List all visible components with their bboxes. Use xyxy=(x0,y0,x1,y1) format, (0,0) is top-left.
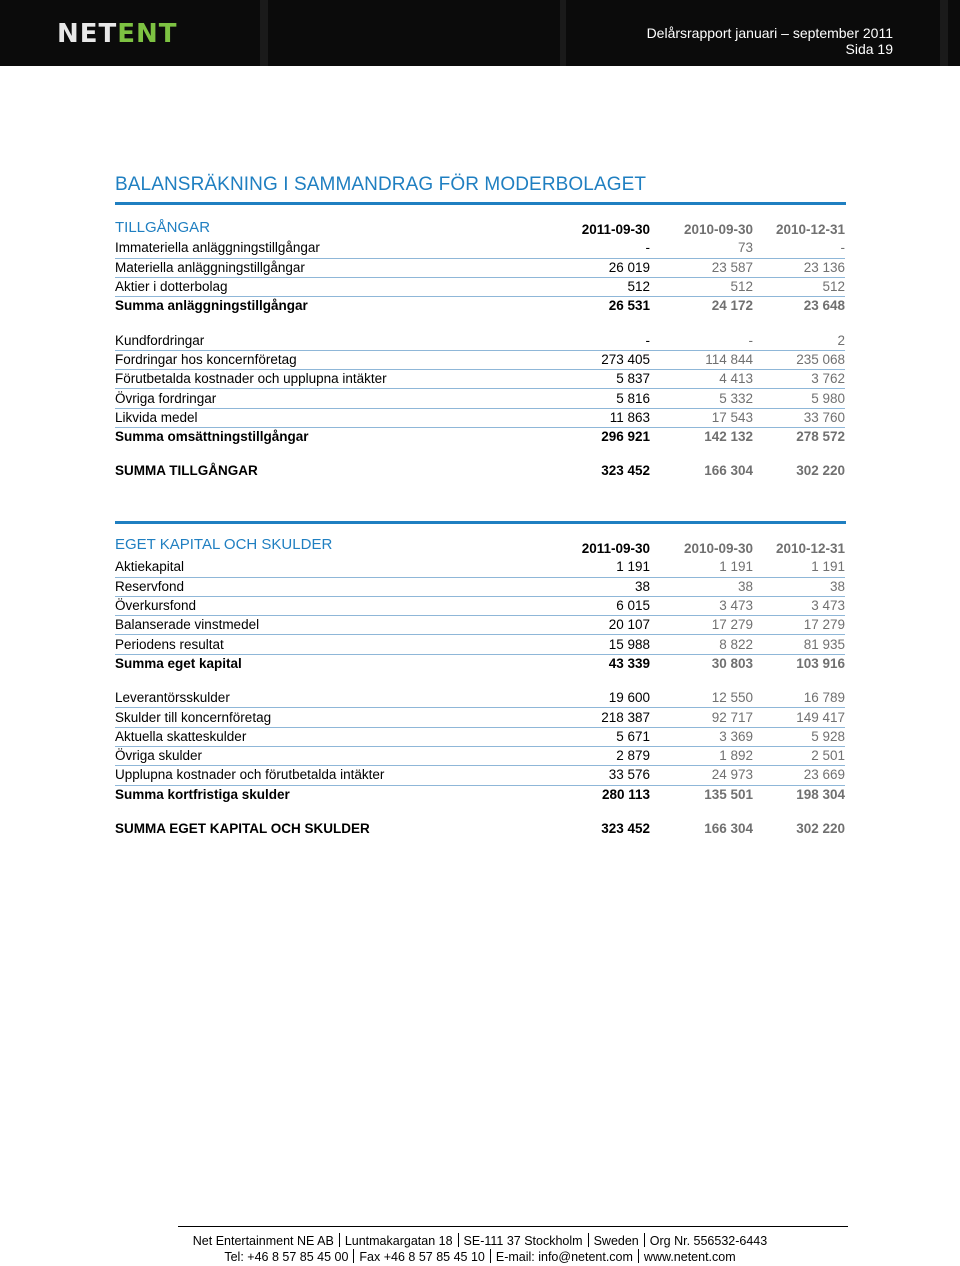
page-title: BALANSRÄKNING I SAMMANDRAG FÖR MODERBOLAGET xyxy=(115,174,647,195)
value-2010-09-30: 30 803 xyxy=(711,655,753,671)
logo-ent: ENT xyxy=(117,19,178,49)
row-label: Balanserade vinstmedel xyxy=(115,616,530,635)
row-label: Periodens resultat xyxy=(115,635,530,654)
logo-net: NET xyxy=(57,19,118,49)
assets-heading: TILLGÅNGAR xyxy=(115,219,211,236)
row-label: Fordringar hos koncernföretag xyxy=(115,350,530,369)
liabilities-header-row xyxy=(115,540,845,558)
value-2010-09-30: 8 822 xyxy=(650,635,753,654)
value-2011-09-30: 512 xyxy=(530,277,650,296)
value-2011-09-30: 273 405 xyxy=(530,350,650,369)
value-2010-09-30: 3 369 xyxy=(650,727,753,746)
value-2010-12-31: 149 417 xyxy=(753,708,845,727)
value-2010-12-31: 5 980 xyxy=(753,389,845,408)
value-2010-09-30: 24 973 xyxy=(650,766,753,785)
footer-item: Org Nr. 556532-6443 xyxy=(649,1234,768,1248)
value-2011-09-30: 296 921 xyxy=(601,429,650,445)
table-row xyxy=(115,427,845,446)
netent-logo xyxy=(57,16,178,52)
row-label: Upplupna kostnader och förutbetalda intäkter xyxy=(115,766,530,785)
value-2010-12-31: 3 762 xyxy=(753,370,845,389)
value-2010-12-31: 23 669 xyxy=(753,766,845,785)
row-label: Övriga fordringar xyxy=(115,389,530,408)
table-row xyxy=(115,596,845,615)
value-2011-09-30: 20 107 xyxy=(530,616,650,635)
value-2010-12-31: 23 648 xyxy=(803,298,845,314)
table-row xyxy=(115,820,845,838)
value-2010-09-30: 23 587 xyxy=(650,258,753,277)
value-2011-09-30: 323 452 xyxy=(601,463,650,479)
value-2010-12-31: 3 473 xyxy=(753,596,845,615)
col-2011-09-30: 2011-09-30 xyxy=(581,222,650,238)
table-row xyxy=(115,635,845,654)
assets-table xyxy=(115,221,845,481)
liabilities-rule xyxy=(115,521,846,524)
title-rule xyxy=(115,202,846,205)
table-row xyxy=(115,331,845,350)
footer-separator xyxy=(339,1233,340,1247)
value-2010-09-30: 24 172 xyxy=(711,298,753,314)
value-2011-09-30: - xyxy=(530,331,650,350)
col-2011-09-30: 2011-09-30 xyxy=(581,541,650,557)
row-label: SUMMA EGET KAPITAL OCH SKULDER xyxy=(115,821,370,836)
value-2010-12-31: 278 572 xyxy=(796,429,845,445)
value-2011-09-30: 5 671 xyxy=(530,727,650,746)
value-2010-12-31: 2 xyxy=(753,331,845,350)
value-2010-09-30: 142 132 xyxy=(704,429,753,445)
value-2010-12-31: 5 928 xyxy=(753,727,845,746)
row-label: Skulder till koncernföretag xyxy=(115,708,530,727)
liabilities-table xyxy=(115,540,845,838)
row-label: Förutbetalda kostnader och upplupna intäkter xyxy=(115,370,530,389)
value-2010-12-31: 103 916 xyxy=(796,655,845,671)
value-2010-12-31: - xyxy=(753,239,845,258)
table-row xyxy=(115,746,845,765)
col-2010-09-30: 2010-09-30 xyxy=(683,222,753,238)
value-2011-09-30: 26 531 xyxy=(608,298,650,314)
table-row xyxy=(115,462,845,480)
value-2010-12-31: 33 760 xyxy=(753,408,845,427)
page-header xyxy=(0,0,960,66)
footer-item: Luntmakargatan 18 xyxy=(344,1234,453,1248)
value-2010-09-30: - xyxy=(650,331,753,350)
table-row xyxy=(115,727,845,746)
value-2010-12-31: 302 220 xyxy=(796,821,845,836)
value-2010-12-31: 23 136 xyxy=(753,258,845,277)
value-2011-09-30: 15 988 xyxy=(530,635,650,654)
row-label: Summa kortfristiga skulder xyxy=(115,786,290,802)
value-2010-09-30: 166 304 xyxy=(704,821,753,836)
row-label: Likvida medel xyxy=(115,408,530,427)
table-row xyxy=(115,297,845,316)
value-2011-09-30: 5 816 xyxy=(530,389,650,408)
footer-item: www.netent.com xyxy=(643,1250,736,1264)
footer-separator xyxy=(638,1249,639,1263)
table-row xyxy=(115,654,845,673)
footer-item: Sweden xyxy=(593,1234,639,1248)
value-2010-09-30: 1 191 xyxy=(650,558,753,577)
row-label: SUMMA TILLGÅNGAR xyxy=(115,463,258,479)
value-2010-12-31: 16 789 xyxy=(753,689,845,708)
value-2010-09-30: 92 717 xyxy=(650,708,753,727)
value-2010-09-30: 135 501 xyxy=(704,786,753,802)
value-2010-12-31: 198 304 xyxy=(796,786,845,802)
table-row xyxy=(115,389,845,408)
value-2010-09-30: 5 332 xyxy=(650,389,753,408)
spacer-row xyxy=(115,804,845,820)
table-row xyxy=(115,350,845,369)
footer-separator xyxy=(588,1233,589,1247)
value-2011-09-30: 218 387 xyxy=(530,708,650,727)
spacer-row xyxy=(115,315,845,331)
footer-item: Net Entertainment NE AB xyxy=(192,1234,334,1248)
value-2011-09-30: 26 019 xyxy=(530,258,650,277)
table-row xyxy=(115,408,845,427)
value-2011-09-30: 280 113 xyxy=(601,786,650,802)
table-row xyxy=(115,616,845,635)
value-2010-09-30: 12 550 xyxy=(650,689,753,708)
table-row xyxy=(115,239,845,258)
table-row xyxy=(115,558,845,577)
row-label: Leverantörsskulder xyxy=(115,689,530,708)
value-2010-12-31: 38 xyxy=(753,577,845,596)
row-label: Övriga skulder xyxy=(115,746,530,765)
value-2010-09-30: 512 xyxy=(650,277,753,296)
value-2010-09-30: 3 473 xyxy=(650,596,753,615)
footer-rule xyxy=(178,1226,848,1227)
row-label: Summa eget kapital xyxy=(115,655,242,671)
liabilities-heading: EGET KAPITAL OCH SKULDER xyxy=(115,536,333,553)
page-number: Sida 19 xyxy=(845,41,893,57)
value-2010-09-30: 38 xyxy=(650,577,753,596)
table-row xyxy=(115,277,845,296)
value-2010-12-31: 2 501 xyxy=(753,746,845,765)
value-2010-09-30: 4 413 xyxy=(650,370,753,389)
assets-header-row xyxy=(115,221,845,239)
col-2010-12-31: 2010-12-31 xyxy=(775,541,845,557)
value-2010-09-30: 17 543 xyxy=(650,408,753,427)
value-2011-09-30: 6 015 xyxy=(530,596,650,615)
value-2010-09-30: 17 279 xyxy=(650,616,753,635)
row-label: Överkursfond xyxy=(115,596,530,615)
table-row xyxy=(115,689,845,708)
footer-line-1 xyxy=(0,1233,960,1249)
footer-item: SE-111 37 Stockholm xyxy=(463,1234,583,1248)
row-label: Summa anläggningstillgångar xyxy=(115,298,308,314)
spacer-row xyxy=(115,673,845,689)
row-label: Materiella anläggningstillgångar xyxy=(115,258,530,277)
footer-separator xyxy=(490,1249,491,1263)
value-2011-09-30: 323 452 xyxy=(601,821,650,836)
spacer-row xyxy=(115,446,845,462)
col-2010-12-31: 2010-12-31 xyxy=(775,222,845,238)
footer-separator xyxy=(644,1233,645,1247)
value-2011-09-30: 11 863 xyxy=(530,408,650,427)
table-row xyxy=(115,766,845,785)
value-2010-09-30: 114 844 xyxy=(650,350,753,369)
value-2011-09-30: 1 191 xyxy=(530,558,650,577)
table-row xyxy=(115,258,845,277)
row-label: Kundfordringar xyxy=(115,331,530,350)
value-2011-09-30: 2 879 xyxy=(530,746,650,765)
value-2011-09-30: 19 600 xyxy=(530,689,650,708)
value-2011-09-30: 43 339 xyxy=(608,655,650,671)
value-2010-12-31: 17 279 xyxy=(753,616,845,635)
col-2010-09-30: 2010-09-30 xyxy=(683,541,753,557)
value-2010-09-30: 166 304 xyxy=(704,463,753,479)
row-label: Reservfond xyxy=(115,577,530,596)
table-row xyxy=(115,577,845,596)
row-label: Summa omsättningstillgångar xyxy=(115,429,309,445)
value-2011-09-30: 33 576 xyxy=(530,766,650,785)
row-label: Aktiekapital xyxy=(115,558,530,577)
table-row xyxy=(115,370,845,389)
table-row xyxy=(115,785,845,804)
value-2010-12-31: 1 191 xyxy=(753,558,845,577)
row-label: Immateriella anläggningstillgångar xyxy=(115,239,530,258)
footer-item: Tel: +46 8 57 85 45 00 xyxy=(224,1250,349,1264)
footer-item: E-mail: info@netent.com xyxy=(495,1250,633,1264)
value-2010-12-31: 235 068 xyxy=(753,350,845,369)
footer-separator xyxy=(458,1233,459,1247)
value-2011-09-30: 5 837 xyxy=(530,370,650,389)
value-2010-12-31: 512 xyxy=(753,277,845,296)
value-2010-09-30: 73 xyxy=(650,239,753,258)
value-2010-09-30: 1 892 xyxy=(650,746,753,765)
footer-line-2 xyxy=(0,1249,960,1265)
row-label: Aktuella skatteskulder xyxy=(115,727,530,746)
footer-separator xyxy=(353,1249,354,1263)
value-2011-09-30: - xyxy=(530,239,650,258)
value-2010-12-31: 302 220 xyxy=(796,463,845,479)
value-2010-12-31: 81 935 xyxy=(753,635,845,654)
report-title: Delårsrapport januari – september 2011 xyxy=(646,25,893,41)
row-label: Aktier i dotterbolag xyxy=(115,277,530,296)
value-2011-09-30: 38 xyxy=(530,577,650,596)
footer-item: Fax +46 8 57 85 45 10 xyxy=(359,1250,485,1264)
table-row xyxy=(115,708,845,727)
header-info xyxy=(647,25,893,57)
